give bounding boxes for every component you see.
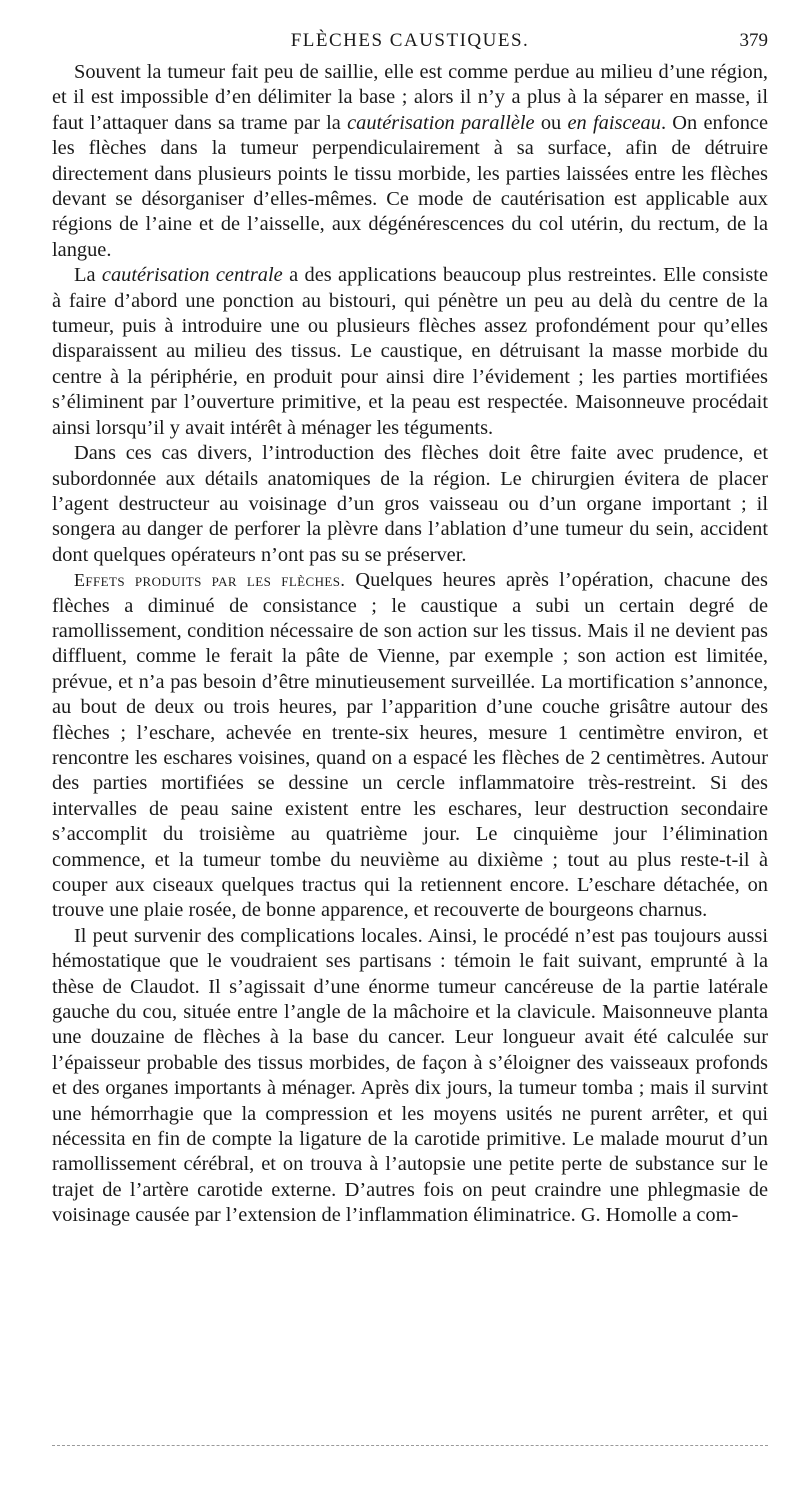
paragraph-2: La cautérisation centrale a des applications beaucoup plus restreintes. Elle consiste à faire d’abord une ponction au bistouri, qui pénètre un peu au delà du centre de la tumeur, puis à introduire une ou plusieurs flèches assez profondément pour qu’elles disparaissent au milieu des tissus. Le caustique, en détruisant la masse morbide du centre à la périphérie, en produit pour ainsi dire l’évidement ; les parties mortifiées s’éliminent par l’ouverture primitive, et la peau est respectée. Maisonneuve procédait ainsi lorsqu’il y avait intérêt à ménager les téguments.: [52, 264, 769, 439]
page-header: [52, 30, 768, 58]
page-number: 379: [739, 30, 768, 51]
body-text: [52, 60, 768, 1229]
italic-term: cautérisation centrale: [101, 264, 283, 287]
section-run-in-heading: Effets produits par les flèches.: [74, 570, 346, 591]
footer-rule: [52, 1445, 768, 1446]
paragraph-4: Effets produits par les flèches. Quelques heures après l’opération, chacune des flèches a diminué de consistance ; le caustique a subi un certain degré de ramollissement, condition nécessaire de son action sur les tissus. Mais il ne devient pas diffluent, comme le ferait la pâte de Vienne, par exemple ; son action est limitée, prévue, et n’a pas besoin d’être minutieusement surveillée. La mortification s’annonce, au bout de deux ou trois heures, par l’apparition d’une couche grisâtre autour des flèches ; l’eschare, achevée en trente-six heures, mesure 1 centimètre environ, et rencontre les eschares voisines, quand on a espacé les flèches de 2 centimètres. Autour des parties mortifiées se dessine un cercle inflammatoire très-restreint. Si des intervalles de peau saine existent entre les eschares, leur destruction secondaire s’accomplit du troisième au quatrième jour. Le cinquième jour l’élimination commence, et la tumeur tombe du neuvième au dixième ; tout au plus reste-t-il à couper aux ciseaux quelques tractus qui la retiennent encore. L’eschare détachée, on trouve une plaie rosée, de bonne apparence, et recouverte de bourgeons charnus.: [52, 569, 768, 922]
paragraph-5: Il peut survenir des complications locales. Ainsi, le procédé n’est pas toujours aussi hémostatique que le voudraient ses partisans : témoin le fait suivant, emprunté à la thèse de Claudot. Il s’agissait d’une énorme tumeur cancéreuse de la partie latérale gauche du cou, située entre l’angle de la mâchoire et la clavicule. Maisonneuve planta une douzaine de flèches à la base du cancer. Leur longueur avait été calculée sur l’épaisseur probable des tissus morbides, de façon à s’éloigner des vaisseaux profonds et des organes importants à ménager. Après dix jours, la tumeur tomba ; mais il survint une hémorrhagie que la compression et les moyens usités ne purent arrêter, et qui nécessita en fin de compte la ligature de la carotide primitive. Le malade mourut d’un ramollissement cérébral, et on trouva à l’autopsie une petite perte de substance sur le trajet de l’artère carotide externe. D’autres fois on peut craindre une phlegmasie de voisinage causée par l’extension de l’inflammation éliminatrice. G. Homolle a com-: [52, 924, 768, 1227]
paragraph-1: Souvent la tumeur fait peu de saillie, elle est comme perdue au milieu d’une région, et il est impossible d’en délimiter la base ; alors il n’y a plus à la séparer en masse, il faut l’attaquer dans sa trame par la cautérisation parallèle ou en faisceau. On enfonce les flèches dans la tumeur perpendiculairement à sa surface, afin de détruire directement dans plusieurs points le tissu morbide, les parties laissées entre les flèches devant se désorganiser d’elles-mêmes. Ce mode de cautérisation est applicable aux régions de l’aine et de l’aisselle, aux dégénérescences du col utérin, du rectum, de la langue.: [52, 61, 768, 261]
paragraph-3: Dans ces cas divers, l’introduction des flèches doit être faite avec prudence, et subordonnée aux détails anatomiques de la région. Le chirurgien évitera de placer l’agent destructeur au voisinage d’un gros vaisseau ou d’un organe important ; il songera au danger de perforer la plèvre dans l’ablation d’une tumeur du sein, accident dont quelques opérateurs n’ont pas su se préserver.: [52, 442, 768, 566]
running-title: FLÈCHES CAUSTIQUES.: [290, 30, 530, 51]
italic-term: en faisceau: [567, 111, 661, 134]
italic-term: cautérisation parallèle: [347, 111, 535, 134]
